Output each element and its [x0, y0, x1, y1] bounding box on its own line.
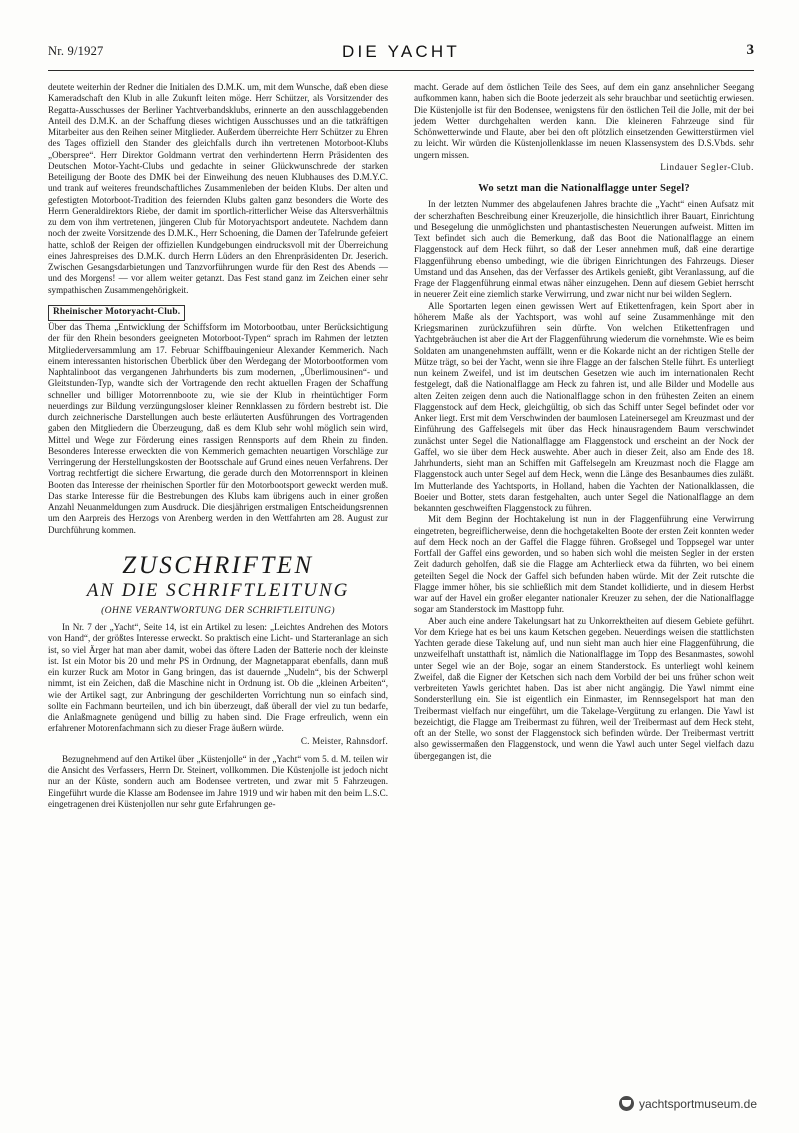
display-heading-line1: ZUSCHRIFTEN [122, 551, 314, 579]
article-heading: Wo setzt man die Nationalflagge unter Segel? [478, 183, 690, 194]
page-number: 3 [746, 42, 754, 58]
paragraph: Mit dem Beginn der Hochtakelung ist nun in der Flaggenführung eine Verwirrung eingetreten, begreiflicherweise, denn die hochgetakelten Boote der ersten Zeit konnten weder auf dem Heck noch an der Gaffel die Flagge führen. Großsegel und Toppsegel war unter Fortfall der Gaffel eins geworden, und so haben sich wohl die meisten Segler in der ersten Zeit dadurch geholfen, daß sie die Flagge am Achterlieck etwa da führten, wo bei einem geteilten Segel die Nock der Gaffel sich befunden haben würde. Mit der Zeit rutschte die Flagge immer höher, bis sie schließlich mit dem Standet kollidierte, und in diesem Herbst war auf der Havel ein großer eleganter nationaler Kreuzer zu sehen, der die Nationalflagge sogar am Standerstock im Masttopp fuhr. [414, 514, 754, 615]
watermark-label: yachtsportmuseum.de [638, 1096, 757, 1111]
letter-body: Bezugnehmend auf den Artikel über „Küstenjolle“ in der „Yacht“ vom 5. d. M. teilen wir die Ansicht des Verfassers, Herrn Dr. Steinert, vollkommen. Die Küstenjolle ist jedoch nicht nur an der Küste, sondern auch am Bodensee vertreten, und zwar mit 5 Fahrzeugen. Eingeführt wurde die Klasse am Bodensee im Jahre 1919 und wir haben mit den beim L.S.C. eingetragenen drei Küstenjollen nur sehr gute Erfahrungen ge- [48, 753, 388, 809]
left-column [48, 82, 388, 810]
camera-lens-icon [619, 1096, 634, 1111]
club-report-block [48, 305, 388, 536]
paragraph: Alle Sportarten legen einen gewissen Wert auf Etikettenfragen, kein Sport aber in höherem Maße als der Yachtsport, was wohl auf seine Zusammenhänge mit den Kriegsmarinen zurückzuführen sein dürfte. Von welchen Etikettenfragen und Yachtgebräuchen ist aber die Art der Flaggenführung wiederum die vornehmste. Wie es beim Soldaten am unangenehmsten auffällt, wenn er die Kokarde nicht an der richtigen Stelle der Mütze trägt, so bei der Yacht, wenn sie ihre Flagge an der falschen Stelle führt. Es unterliegt nun keinem Zweifel, und ist im deutschen Gesetzen wie auch im internationalen Recht festgelegt, daß die Nationalflagge am Heck zu fahren ist, und alle Bilder und Modelle aus alten Zeiten zeigen denn auch die Nationalflagge schon in den frühesten Zeiten an einem Flaggenstock auf dem Heck, gleichgültig, ob sich das Schiff unter Segel befindet oder vor Anker liegt. Erst mit dem Verschwinden der baumlosen Lateinersegel am Kreuzmast und der Einführung des Gaffelsegels mit über das Heck hinausragendem Baum verschwindet zunächst unter Segel die Nationalflagge am Flaggenstock und erscheint an der Nock der Gaffel, wo sie über dem Heck auswehte. Aber auch in dieser Zeit, also am Ende des 18. Jahrhunderts, sieht man an Schiffen mit Gaffelsegeln am Kreuzmast noch die Flagge am Flaggenstock auch unter Segel auf dem Heck, wenn die Länge des Besanbaumes dies zuläßt. Im Mutterlande des Yachtsports, in Holland, haben die Yachten der Nationalklassen, die Boeier und Botter, stets daran festgehalten, auch unter Segel die Nationalflagge an dem bekannten geschweiften Flaggenstock zu führen. [414, 300, 754, 513]
paragraph: macht. Gerade auf dem östlichen Teile des Sees, auf dem ein ganz ansehnlicher Seegang aufkommen kann, haben sich die Boote jederzeit als sehr brauchbar und seetüchtig erwiesen. Die Küstenjolle ist für den Bodensee, wenigstens für den östlichen Teil die Jolle, mit der bei jedem Wetter durchgehalten werden kann. Die kleineren Fahrzeuge sind für Schönwetterwinde und Flaute, aber bei den oft plötzlich einsetzenden Gewitterstürmen viel zu leicht. Wir würden die Küstenjollenklasse im neuen Klassensystem des D.S.Vbds. sehr ungern missen. [414, 82, 754, 160]
header-rule [48, 70, 754, 71]
letter-signature: C. Meister, Rahnsdorf. [300, 735, 388, 746]
display-subheading: (OHNE VERANTWORTUNG DER SCHRIFTLEITUNG) [101, 604, 335, 616]
paragraph: In der letzten Nummer des abgelaufenen Jahres brachte die „Yacht“ einen Aufsatz mit der scherzhaften Beschreibung einer Kreuzerjolle, die hinsichtlich ihrer Bauart, Einrichtung und Besegelung die unmöglichsten und phantastischesten Neuerungen aufweist. Mitten im Text befindet sich auch die Bemerkung, daß das Boot die Nationalflagge an einem Flaggenstock auf dem Heck führt, so daß der Leser annehmen muß, daß eine derartige Flaggenführung ebenso umbedingt, wie die übrigen Einrichtungen des Fahrzeugs. Dieser Umstand und das Ansehen, das der Verfasser des Artikels genießt, gibt Veranlassung, auf die Frage der Flaggenführung einmal etwas näher einzugehen. Denn auf diesem Gebiet herrscht in neuerer Zeit eine ziemlich starke Verwirrung, und zwar nicht nur bei wilden Seglern. [414, 199, 754, 300]
display-heading-line2: AN DIE SCHRIFTLEITUNG [86, 579, 350, 601]
club-heading: Rheinischer Motoryacht-Club. [48, 305, 185, 321]
section-display-heading [48, 552, 388, 602]
site-watermark [619, 1096, 757, 1111]
right-column [414, 82, 754, 762]
paragraph: Über das Thema „Entwicklung der Schiffsform im Motorbootbau, unter Berücksichtigung der für den Rhein besonders geeigneten Motorboot-Typen“ sprach im Rahmen der letzten Mitgliederversammlung am 17. Februar Schiffbauingenieur Alexander Kemmerich. Nach einem interessanten historischen Überblick über den Werdegang der Motorbootformen vom Naphtalinboot das vergangenen Jahrhunderts bis zum modernen, „Überlimousinen“- und Gleitstunden-Typ, wandte sich der Vortragende den recht aktuellen Fragen der Schaffung schneller und billiger Motorrennboote zu, wie sie der Klub in rheintüchtiger Form neuerdings zur Bildung verzüngungsloser kleiner Rennklassen zu fördern bestrebt ist. Die durch zeichnerische Darstellungen auch beste erläuterten Ausführungen des Vortragenden gaben den Mitgliedern die Überzeugung, daß es dem Klub sehr wohl möglich sein wird, Mittel und Wege zur Förderung eines rassigen Rennsports auf dem Rhein zu finden. Besonderes Interesse erweckten die von Kemmerich gemachten neuartigen Vorschläge zur Verringerung der Herstellungskosten der Bootsschale auf Grund eines neuen Verfahrens. Der Vortrag rechtfertigt die sichere Erwartung, die gerade durch den Motorrennsport in kleinen Booten das Interesse der rheinischen Sportler für den Motorbootsport geweckt werden muß. Das starke Interesse für die Bestrebungen des Klubs kam übrigens auch in einer großen Anzahl Neuanmeldungen zum Ausdruck. Die diesjährigen erstmaligen Entscheidungsrennen um den Aarpreis des Herzogs von Arenberg werden in den Wettfahrten am 28. August zur Durchführung kommen. [48, 322, 388, 535]
letter-signature: Lindauer Segler-Club. [660, 161, 754, 172]
publication-title: DIE YACHT [342, 42, 460, 61]
paragraph: Aber auch eine andere Takelungsart hat zu Unkorrektheiten auf diesem Gebiete geführt. Vor dem Kriege hat es bei uns kaum Ketschen gegeben. Neuerdings weisen die stattlichsten Yachten gerade diese Takelung auf, und nun sieht man auch hier eine Flaggenführung, die unzweifelhaft unstatthaft ist, nämlich die Nationalflagge im Topp des Besanmastes, sowohl unter Segel wie an der Boje, sogar an einem Standerstock. Es unterliegt wohl keinem Zweifel, daß die Eigner der Ketschen sich nach dem Vorbild der bei uns früher schon weit verbreiteten Yawls gerichtet haben. Das ist aber nicht angängig. Die Yawl nimmt eine Sondersterllung ein. Sie ist eigentlich ein Einmaster, im Rennsegelsport hat man den Treibermast vielfach nur eingeführt, um die Takelage-Vergütung zu erlangen. Die Yawl ist bezeichtigt, die Flagge am Treibermast zu führen, weil der Treibermast auf dem Heck steht, oft an der Stelle, wo sonst der Flaggenstock sich befinden würde. Der Treibermast vertritt also gewissermaßen den Flaggenstock, und wenn die Yawl auch unter Segel vielfach dazu übergegangen ist, die [414, 615, 754, 761]
issue-number: Nr. 9/1927 [48, 44, 104, 58]
paragraph: deutete weiterhin der Redner die Initialen des D.M.K. um, mit dem Wunsche, daß eben diese Kameradschaft den Klub in alle Zukunft leiten möge. Herr Schützer, als Vorsitzender des Regatta-Ausschusses der Berliner Yachtverbandsklubs, erinnerte an den ausschlaggebenden Anteil des D.M.K. an der Schaffung dieses wichtigen Ausschusses und an die tatkräftigen Mitarbeiter aus den Reihen seiner Mitglieder. Außerdem überreichte Herr Schützer zu Ehren des Tages offiziell den Stander des gleichfalls durch ihn vertretenen Motorboot-Klubs „Oberspree“. Herr Direktor Goldmann vertrat den verhindertenn Herrn Präsidenten des Deutschen Motor-Yacht-Clubs und gedachte in seiner Glückwunschrede der starken Beteiligung der Boote des DMK bei der Einweihung des neuen Klubhauses des D.M.Y.C. und trank auf weiteres freundschaftliches Zusammenleben der beiden Klubs. Der alten und gefestigten Motorboot-Tradition des feiernden Klubs galten ganz besonders die Worte des Herrn Generaldirektors Riebe, der damit im sportlich-ritterlicher Weise das Altersverhältnis zu dem von ihm vertretenen, jüngeren Club für Motoryachtsport andeutete. Nachdem dann noch der zweite Vorsitzende des D.M.K., Herr Schoening, die Damen der Tafelrunde gefeiert hatte, schloß der Reigen der offiziellen Kundgebungen eindrucksvoll mit der Überreichung eines Jahrespreises des D.M.K. durch Herrn Lüders an den Ehrenpräsidenten Dr. Jeserich. Zwischen Gesangsdarbietungen und Tanzvorführungen wurde für den Rest des Abends — und des Morgens! — vor allem weiter getanzt. Das Fest stand ganz im Zeichen einer sehr sympathischen Zusammengehörigkeit. [48, 82, 388, 295]
masthead [48, 42, 754, 68]
letter-body: In Nr. 7 der „Yacht“, Seite 14, ist ein Artikel zu lesen: „Leichtes Andrehen des Motors von Hand“, der größtes Interesse erweckt. So praktisch eine Licht- und Starteranlage an sich ist, so viel Ärger hat man aber damit, wobei das öftere Laden der Batterie noch der kleinste ist. Ist ein Motor bis 20 und mehr PS in Ordnung, der Magnetapparat ebenfalls, dann muß ein kurzer Ruck am Motor in Gang bringen, das ist dauernde „Nudeln“, bis der Schwerpl nimmt, ist ein Zeichen, daß die Maschine nicht in Ordnung ist. Ob die „kleinen Arbeiten“, wie der Artikel sagt, zur Anbringung der geschilderten Vorrichtung nun so einfach sind, sollte ein Fachmann beurteilen, und ich bin überzeugt, daß überall der viel zu tun bedarfe, die Anlaßmagnete genügend und billig zu haben sind. Die Frage erfreulich, wenn ein erfahrener Motorenfachmann sich zu dieser Frage äußern würde. [48, 622, 388, 734]
